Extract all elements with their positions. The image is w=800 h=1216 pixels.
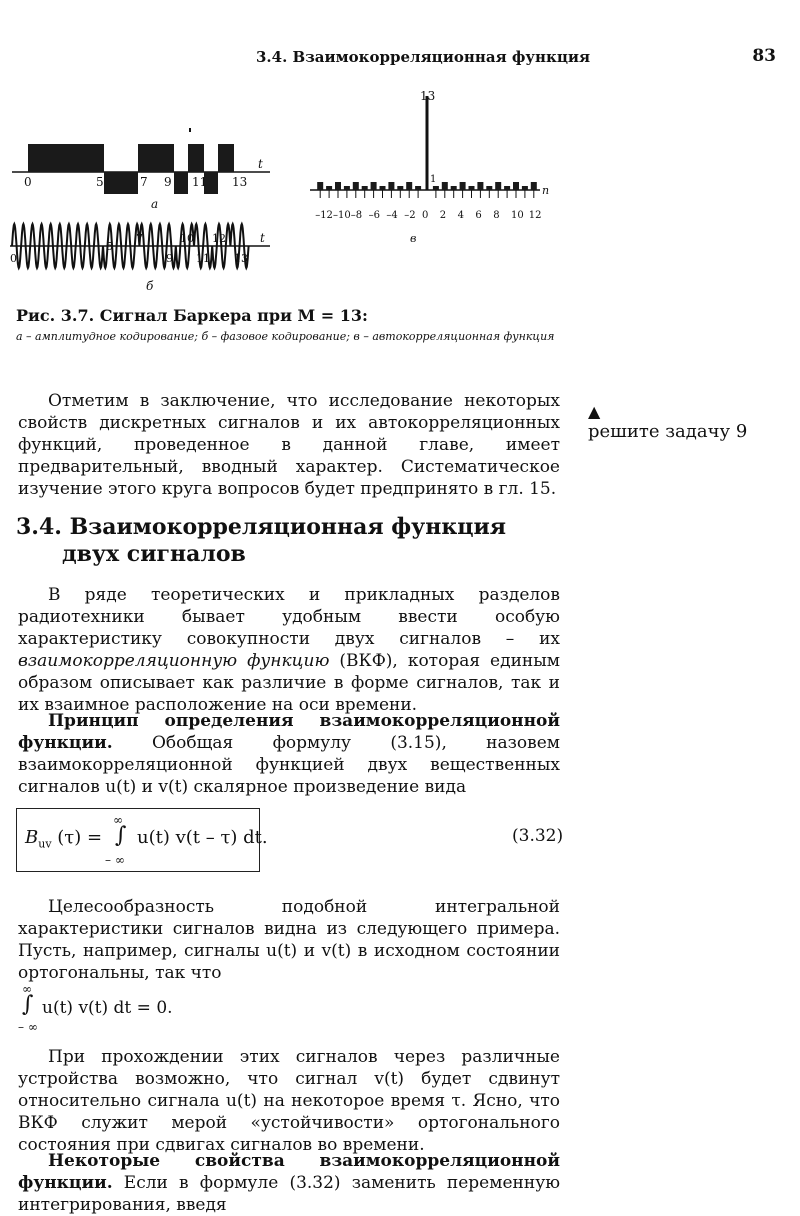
sub-label-c: в <box>410 232 417 245</box>
paragraph-intro <box>18 584 560 716</box>
acf-sidelobe-bar <box>486 186 492 190</box>
acf-sidelobe-bar <box>504 186 510 190</box>
pulse-high <box>138 144 174 172</box>
acf-tick-label: 10 <box>511 210 524 221</box>
acf-tick-label: –4 <box>386 210 398 221</box>
lower-limit: – ∞ <box>105 853 125 867</box>
acf-tick-label: 0 <box>422 210 429 221</box>
sub-label-a: а <box>151 197 159 211</box>
acf-tick-label: 12 <box>528 210 542 221</box>
margin-note <box>588 402 768 442</box>
margin-note-text: решите задачу 9 <box>588 421 748 442</box>
acf-sidelobe-bar <box>477 182 483 190</box>
paragraph-conclusion: Отметим в заключение, что исследование некоторых свойств дискретных сигналов и их автокорреляционных функций, проведенное в данной главе, имеет предварительный, вводный характер. Систематическое изучение этого круга вопросов будет предпринято в гл. 15. <box>18 391 560 499</box>
acf-sidelobe-bar <box>335 182 341 190</box>
tick-label-b: 7 <box>136 232 143 245</box>
formula-subscript: uv <box>38 837 52 851</box>
tick-label-b: 10 <box>180 232 194 245</box>
acf-sidelobe-bar <box>442 182 448 190</box>
tick-label-a: 13 <box>232 175 248 189</box>
t-label-a: t <box>258 157 263 171</box>
figure-caption <box>16 306 576 344</box>
caption-title: Рис. 3.7. Сигнал Баркера при М = 13: <box>16 306 368 325</box>
acf-sidelobe-bar <box>469 186 475 190</box>
pulse-high <box>188 144 204 172</box>
acf-sidelobe-bar <box>495 182 501 190</box>
formula-argument: (τ) = <box>57 827 103 848</box>
intro-text-a: В ряде теоретических и прикладных разделов радиотехники бывает удобным ввести особую характеристику совокупности двух сигналов – их <box>18 585 560 649</box>
acf-tick-label: 4 <box>457 210 464 221</box>
tick-label-b: 11 <box>196 252 210 265</box>
page-header <box>16 44 776 68</box>
tick-label-a: 7 <box>140 175 148 189</box>
acf-sidelobe-bar <box>531 182 537 190</box>
acf-sidelobe-bar <box>380 186 386 190</box>
acf-tick-label: 8 <box>493 210 500 221</box>
principle-heading: Принцип определения взаимокорреляционной функции. <box>18 711 560 753</box>
acf-sidelobe-bar <box>344 186 350 190</box>
sub-label-b: б <box>146 279 154 293</box>
one-label: 1 <box>430 174 437 185</box>
peak-label: 13 <box>420 89 436 103</box>
phase-coded-signal <box>10 224 270 293</box>
triangle-icon: ▲ <box>588 402 601 421</box>
equation-number: (3.32) <box>512 826 564 846</box>
acf-tick-label: 2 <box>439 210 447 221</box>
tick-label-a: 9 <box>164 175 172 189</box>
acf-tick-label: 6 <box>475 210 482 221</box>
caption-description: а – амплитудное кодирование; б – фазовое кодирование; в – автокорреляционная функция <box>16 330 555 343</box>
acf-sidelobe-bar <box>353 182 359 190</box>
properties-text: Если в формуле (3.32) заменить переменную интегрирования, введя <box>18 1173 560 1215</box>
autocorrelation-plot <box>310 89 549 245</box>
acf-sidelobe-bar <box>451 186 457 190</box>
formula-lhs: B <box>25 827 39 848</box>
acf-tick-label: –2 <box>404 210 416 221</box>
integral-sign: ∫ <box>115 823 127 848</box>
acf-sidelobe-bar <box>362 186 368 190</box>
principle-text: Обобщая формулу (3.15), назовем взаимокорреляционной функцией двух вещественных сигналов u(t) и v(t) скалярное произведение вида <box>18 733 560 797</box>
amplitude-coded-signal <box>12 128 270 211</box>
acf-sidelobe-bar <box>371 182 377 190</box>
acf-sidelobe-bar <box>317 182 323 190</box>
acf-sidelobe-bar <box>415 186 421 190</box>
running-head: 3.4. Взаимокорреляционная функция <box>256 48 591 66</box>
n-label: n <box>542 184 550 197</box>
t-label-b: t <box>260 231 265 245</box>
acf-sidelobe-bar <box>433 186 439 190</box>
pulse-high <box>218 144 234 172</box>
section-title-line-1: 3.4. Взаимокорреляционная функция <box>16 514 507 540</box>
intro-emphasis: взаимокорреляционную функцию <box>18 651 330 671</box>
tick-label-b: 12 <box>212 232 226 245</box>
formula-3-32 <box>16 808 268 872</box>
integral-sign-2: ∫ <box>22 992 34 1017</box>
properties-heading: Некоторые свойства взаимокорреляционной функции. <box>18 1151 560 1193</box>
barker-figure <box>0 86 580 304</box>
paragraph-properties <box>18 1150 560 1216</box>
acf-sidelobe-bar <box>513 182 519 190</box>
tick-label-a: 5 <box>96 175 104 189</box>
paragraph-principle <box>18 710 560 798</box>
paragraph-shift: При прохождении этих сигналов через различные устройства возможно, что сигнал v(t) будет сдвинут относительно сигнала u(t) на некоторое время τ. Ясно, что ВКФ служит мерой «устойчивости» ортогонального состояния при сдвигах сигналов во времени. <box>18 1047 560 1155</box>
acf-sidelobe-bar <box>326 186 332 190</box>
pulse-high <box>28 144 104 172</box>
acf-tick-label: –12 <box>315 210 333 221</box>
page-number: 83 <box>752 46 776 66</box>
acf-tick-label: –8 <box>350 210 363 221</box>
section-title-line-2: двух сигналов <box>62 541 246 567</box>
acf-tick-label: –6 <box>368 210 380 221</box>
tick-label-a: 11 <box>192 175 208 189</box>
pulse-low <box>104 172 138 194</box>
section-title <box>16 514 506 568</box>
acf-sidelobe-bar <box>388 182 394 190</box>
upper-limit: ∞ <box>113 813 123 827</box>
tick-label-b: 0 <box>10 252 17 265</box>
orthogonality-body: u(t) v(t) dt = 0. <box>42 998 173 1018</box>
formula-body: u(t) v(t – τ) dt. <box>137 827 268 848</box>
acf-sidelobe-bar <box>397 186 403 190</box>
formula-expression <box>25 827 102 851</box>
acf-sidelobe-bar <box>406 182 412 190</box>
pulse-low <box>174 172 188 194</box>
tick-label-a: 0 <box>24 175 32 189</box>
acf-tick-label: –10 <box>333 210 351 221</box>
tick-label-b: 13 <box>234 252 248 265</box>
tick-label-b: 5 <box>106 240 113 253</box>
acf-sidelobe-bar <box>460 182 466 190</box>
acf-sidelobe-bar <box>522 186 528 190</box>
intro-text-b: (ВКФ), которая единым образом описывает как различие в форме сигналов, так и их взаимное расположение на оси времени. <box>18 651 560 715</box>
paragraph-example: Целесообразность подобной интегральной характеристики сигналов видна из следующего примера. Пусть, например, сигналы u(t) и v(t) в исходном состоянии ортогональны, так что <box>18 897 560 983</box>
orthogonality-formula <box>18 980 318 1038</box>
lower-limit-2: – ∞ <box>18 1020 38 1034</box>
upper-limit-2: ∞ <box>22 982 32 996</box>
tick-label-b: 9 <box>166 252 173 265</box>
